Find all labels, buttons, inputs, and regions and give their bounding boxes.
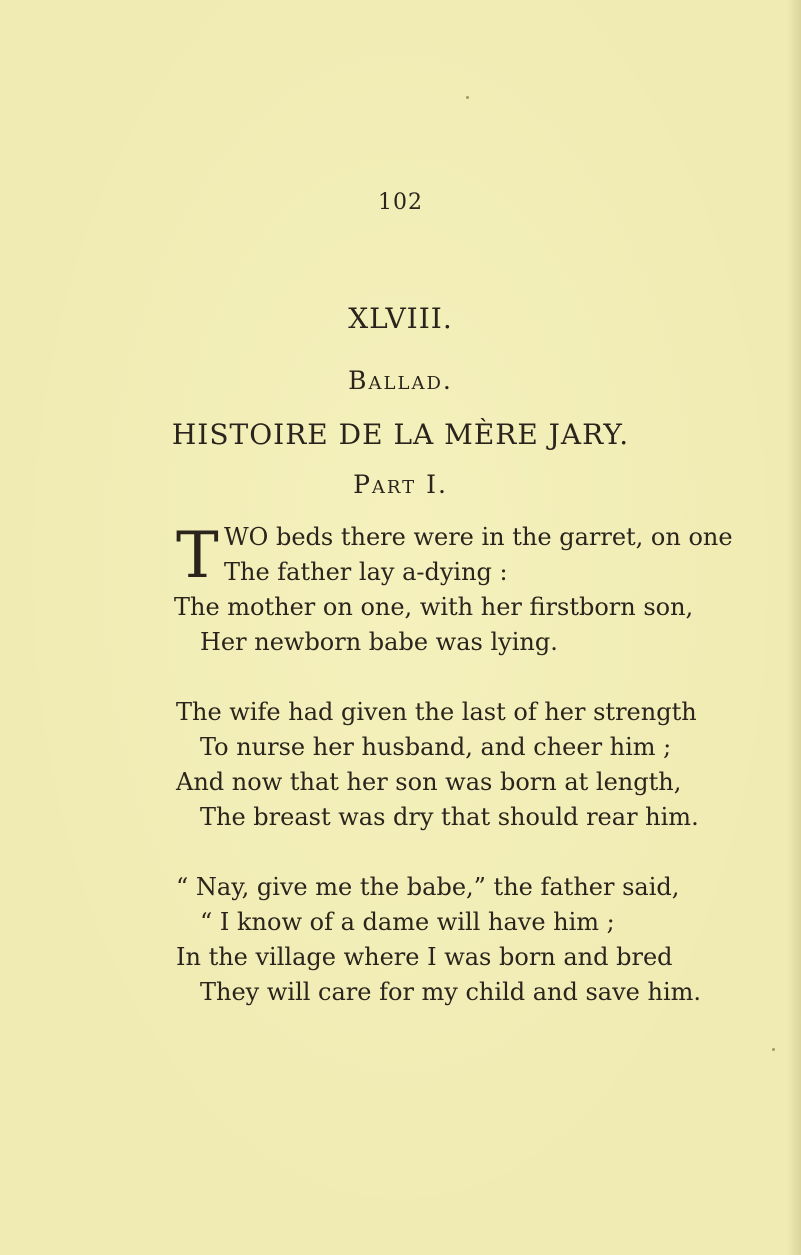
poem-subtitle: Ballad. [348,366,453,395]
paper-speck [466,96,469,99]
poem-line: The breast was dry that should rear him. [200,803,699,831]
stanza-3 [176,870,776,1010]
poem-line: The mother on one, with her firstborn son, [174,593,694,621]
poem-line: “ Nay, give me the babe,” the father said, [176,873,680,901]
page-number: 102 [378,190,423,215]
poem-body [176,520,776,1045]
poem-line: The wife had given the last of her strength [176,698,697,726]
poem-line: To nurse her husband, and cheer him ; [200,733,672,761]
poem-line: They will care for my child and save him. [200,978,702,1006]
poem-part: Part I. [353,470,448,499]
poem-line: “ I know of a dame will have him ; [200,908,615,936]
poem-title: HISTOIRE DE LA MÈRE JARY. [171,418,630,451]
poem-line: Her newborn babe was lying. [200,628,558,656]
poem-line: And now that her son was born at length, [176,768,682,796]
page-edge-shadow [787,0,801,1255]
stanza-1 [176,520,776,660]
poem-line: In the village where I was born and bred [176,943,673,971]
stanza-2 [176,695,776,835]
poem-line-text: WO beds there were in the garret, on one [224,523,733,551]
poem-numeral: XLVIII. [348,302,453,335]
paper-speck [772,1048,775,1051]
drop-cap: T [176,519,219,593]
poem-line: The father lay a-dying : [224,558,508,586]
